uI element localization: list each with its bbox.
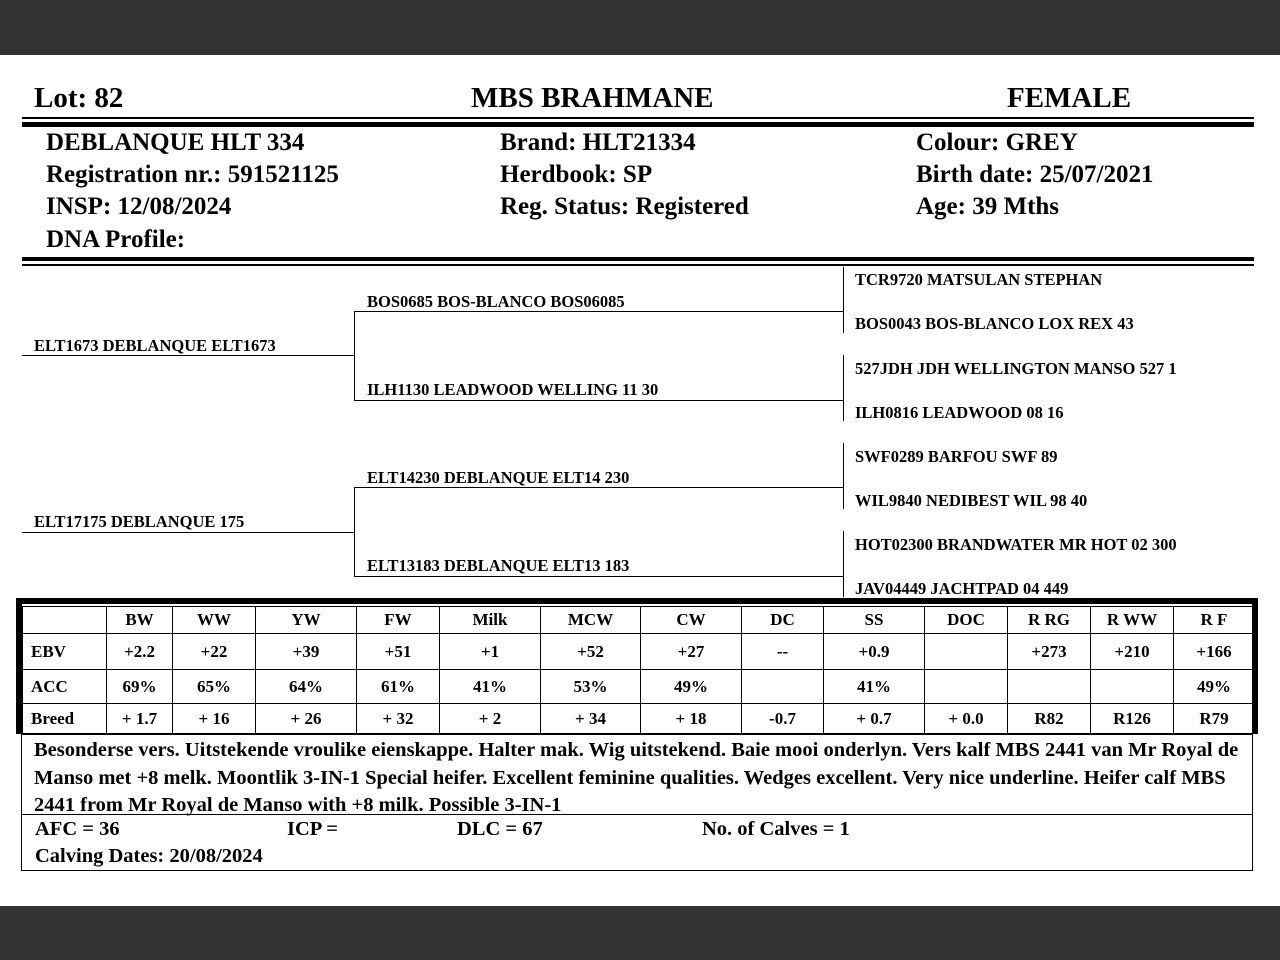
- ebv-row: [23, 634, 1255, 670]
- table-cell: [1091, 670, 1174, 704]
- lot-number: Lot: 82: [34, 82, 124, 114]
- animal-name: DEBLANQUE HLT 334: [46, 129, 305, 156]
- table-cell: -0.7: [742, 704, 824, 734]
- colour: Colour: GREY: [916, 129, 1078, 156]
- ebv-header-row: [23, 607, 1255, 634]
- registration-number: Registration nr.: 591521125: [46, 161, 339, 188]
- column-header: DC: [742, 607, 824, 634]
- column-header: WW: [173, 607, 256, 634]
- inspection-date: INSP: 12/08/2024: [46, 193, 232, 220]
- herdbook: Herdbook: SP: [500, 161, 653, 188]
- column-header: R WW: [1091, 607, 1174, 634]
- column-header: SS: [824, 607, 925, 634]
- table-cell: --: [742, 634, 824, 670]
- table-cell: + 18: [641, 704, 742, 734]
- column-header: CW: [641, 607, 742, 634]
- table-cell: + 0.7: [824, 704, 925, 734]
- sire: ELT1673 DEBLANQUE ELT1673: [34, 336, 276, 355]
- great-grandparent: WIL9840 NEDIBEST WIL 98 40: [855, 491, 1088, 510]
- dam-dam: ELT13183 DEBLANQUE ELT13 183: [367, 556, 630, 575]
- table-cell: 41%: [824, 670, 925, 704]
- column-header: FW: [357, 607, 440, 634]
- table-cell: +22: [173, 634, 256, 670]
- great-grandparent: TCR9720 MATSULAN STEPHAN: [855, 270, 1103, 289]
- great-grandparent: SWF0289 BARFOU SWF 89: [855, 447, 1058, 466]
- column-header: Milk: [440, 607, 541, 634]
- table-cell: +0.9: [824, 634, 925, 670]
- table-cell: +1: [440, 634, 541, 670]
- registration-status: Reg. Status: Registered: [500, 193, 749, 220]
- column-header: YW: [256, 607, 357, 634]
- dna-profile: DNA Profile:: [46, 226, 186, 253]
- calving-dates: Calving Dates: 20/08/2024: [35, 845, 263, 867]
- number-of-calves: No. of Calves = 1: [702, 818, 850, 840]
- age: Age: 39 Mths: [916, 193, 1060, 220]
- column-header: [23, 607, 107, 634]
- row-label: ACC: [23, 670, 107, 704]
- sex-label: FEMALE: [1007, 82, 1132, 114]
- breed-row: [23, 704, 1255, 734]
- sire-line: [22, 355, 354, 356]
- row-label: EBV: [23, 634, 107, 670]
- table-cell: [742, 670, 824, 704]
- dlc: DLC = 67: [457, 818, 543, 840]
- table-cell: 64%: [256, 670, 357, 704]
- column-header: MCW: [541, 607, 641, 634]
- table-cell: 65%: [173, 670, 256, 704]
- table-cell: 69%: [107, 670, 173, 704]
- ebv-frame-top: [16, 598, 1256, 604]
- icp: ICP =: [287, 818, 338, 840]
- table-cell: 61%: [357, 670, 440, 704]
- table-cell: + 34: [541, 704, 641, 734]
- great-grandparent: 527JDH JDH WELLINGTON MANSO 527 1: [855, 359, 1177, 378]
- ss-branch: [843, 267, 844, 333]
- sire-dam-line: [354, 400, 843, 401]
- info-rule-thick: [22, 257, 1254, 261]
- column-header: R RG: [1008, 607, 1091, 634]
- table-cell: +39: [256, 634, 357, 670]
- afc: AFC = 36: [35, 818, 120, 840]
- table-cell: [1008, 670, 1091, 704]
- table-cell: + 32: [357, 704, 440, 734]
- sire-sire: BOS0685 BOS-BLANCO BOS06085: [367, 292, 625, 311]
- table-cell: +27: [641, 634, 742, 670]
- birth-date: Birth date: 25/07/2021: [916, 161, 1154, 188]
- great-grandparent: BOS0043 BOS-BLANCO LOX REX 43: [855, 314, 1134, 333]
- dam-sire: ELT14230 DEBLANQUE ELT14 230: [367, 468, 630, 487]
- column-header: BW: [107, 607, 173, 634]
- dam: ELT17175 DEBLANQUE 175: [34, 512, 245, 531]
- dam-sire-line: [354, 487, 843, 488]
- breeder-name: MBS BRAHMANE: [471, 82, 714, 114]
- table-cell: +51: [357, 634, 440, 670]
- great-grandparent: ILH0816 LEADWOOD 08 16: [855, 403, 1064, 422]
- sire-sire-line: [354, 311, 843, 312]
- bottom-letterbox-bar: [0, 906, 1280, 960]
- table-cell: R82: [1008, 704, 1091, 734]
- column-header: R F: [1174, 607, 1255, 634]
- row-label: Breed: [23, 704, 107, 734]
- header-rule-thick: [22, 122, 1254, 127]
- table-cell: + 0.0: [925, 704, 1008, 734]
- dam-branch: [354, 488, 355, 577]
- sire-dam: ILH1130 LEADWOOD WELLING 11 30: [367, 380, 659, 399]
- brand: Brand: HLT21334: [500, 129, 696, 156]
- table-cell: +2.2: [107, 634, 173, 670]
- calving-footer: [21, 815, 1253, 871]
- table-cell: + 1.7: [107, 704, 173, 734]
- acc-row: [23, 670, 1255, 704]
- comments-box: Besonderse vers. Uitstekende vroulike eienskappe. Halter mak. Wig uitstekend. Baie mooi onderlyn. Vers kalf MBS 2441 van Mr Royal de Manso met +8 melk. Moontlik 3-IN-1 Special heifer. Excellent feminine qualities. Wedges excellent. Very nice underline. Heifer calf MBS 2441 from Mr Royal de Manso with +8 milk. Possible 3-IN-1: [21, 734, 1253, 815]
- table-cell: + 2: [440, 704, 541, 734]
- table-cell: R126: [1091, 704, 1174, 734]
- table-cell: [925, 634, 1008, 670]
- sire-branch: [354, 312, 355, 401]
- table-cell: 49%: [1174, 670, 1255, 704]
- table-cell: [925, 670, 1008, 704]
- table-cell: R79: [1174, 704, 1255, 734]
- table-cell: + 16: [173, 704, 256, 734]
- great-grandparent: JAV04449 JACHTPAD 04 449: [855, 579, 1069, 598]
- dam-line: [22, 532, 354, 533]
- table-cell: +166: [1174, 634, 1255, 670]
- table-cell: +273: [1008, 634, 1091, 670]
- table-cell: 41%: [440, 670, 541, 704]
- great-grandparent: HOT02300 BRANDWATER MR HOT 02 300: [855, 535, 1177, 554]
- dam-dam-line: [354, 576, 843, 577]
- info-rule-thin: [22, 264, 1254, 266]
- dd-branch: [843, 531, 844, 597]
- column-header: DOC: [925, 607, 1008, 634]
- table-cell: 53%: [541, 670, 641, 704]
- ebv-table: [22, 606, 1255, 734]
- header-rule-thin: [22, 117, 1254, 119]
- ds-branch: [843, 443, 844, 509]
- table-cell: +52: [541, 634, 641, 670]
- table-cell: +210: [1091, 634, 1174, 670]
- sd-branch: [843, 355, 844, 421]
- table-cell: + 26: [256, 704, 357, 734]
- table-cell: 49%: [641, 670, 742, 704]
- top-letterbox-bar: [0, 0, 1280, 55]
